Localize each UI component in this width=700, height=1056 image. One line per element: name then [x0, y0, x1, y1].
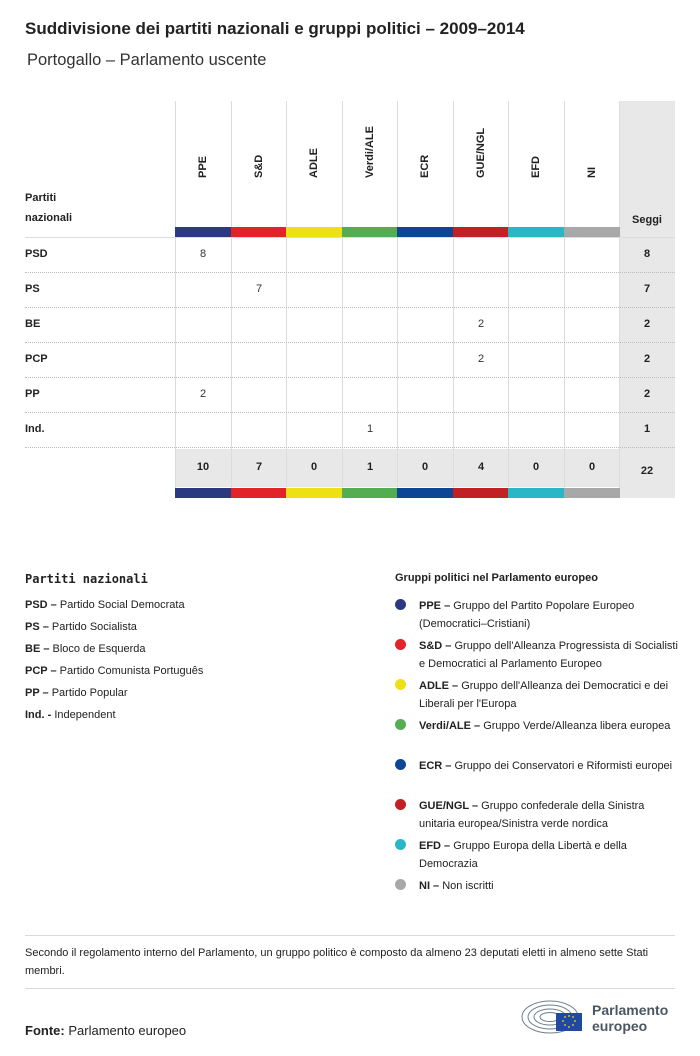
group-name: Non iscritti: [442, 880, 494, 892]
national-parties-legend-title: Partiti nazionali: [25, 572, 148, 586]
party-name: Partido Popular: [51, 687, 128, 699]
group-color-bar: [231, 488, 287, 498]
group-separator: –: [441, 840, 454, 852]
column-total-cell: 0: [310, 461, 318, 473]
group-legend-text: [419, 837, 679, 873]
group-color-bar: [286, 227, 342, 237]
party-separator: –: [47, 665, 60, 677]
group-separator: –: [448, 680, 462, 692]
group-name: Gruppo dell'Alleanza dei Democratici e dei Liberali per l'Europa: [419, 680, 669, 710]
group-color-bar: [453, 227, 509, 237]
group-color-bar: [508, 227, 564, 237]
party-code: PCP: [25, 665, 48, 677]
party-separator: –: [40, 643, 53, 655]
party-separator: –: [39, 687, 52, 699]
group-name: Gruppo dell'Alleanza Progressista di Socialisti e Democratici al Parlamento Europeo: [419, 640, 678, 670]
column-header-sd: [231, 126, 287, 190]
row-divider: [25, 272, 675, 273]
group-legend-text: [419, 717, 679, 735]
group-legend-text: [419, 797, 679, 833]
group-legend-text: [419, 877, 679, 895]
column-header-ecr: [397, 126, 453, 190]
group-color-bar: [286, 488, 342, 498]
column-total-cell: 1: [366, 461, 374, 473]
group-color-bar: [508, 488, 564, 498]
row-total-cell: 8: [643, 248, 651, 260]
party-row-label: BE: [25, 318, 41, 330]
row-divider: [25, 307, 675, 308]
party-legend-item: [25, 709, 116, 721]
party-code: PS: [25, 621, 40, 633]
column-header-verdiale: [342, 126, 398, 190]
column-header-label: PPE: [197, 155, 209, 178]
source-label: Fonte:: [25, 1023, 65, 1038]
row-total-cell: 2: [643, 388, 651, 400]
group-code: GUE/NGL: [419, 800, 469, 812]
party-legend-item: [25, 643, 145, 655]
seat-cell: 1: [366, 423, 374, 435]
column-header-label: S&D: [253, 154, 265, 178]
column-header-label: NI: [586, 167, 598, 178]
row-total-cell: 2: [643, 353, 651, 365]
party-separator: -: [44, 709, 55, 721]
page-subtitle: Portogallo – Parlamento uscente: [27, 51, 267, 69]
party-legend-item: [25, 599, 185, 611]
header-divider: [25, 237, 675, 238]
party-legend-item: [25, 687, 128, 699]
party-separator: –: [47, 599, 60, 611]
group-color-bar: [231, 227, 287, 237]
divider: [25, 935, 675, 936]
group-code: ADLE: [419, 680, 449, 692]
group-color-bar: [175, 227, 231, 237]
party-legend-item: [25, 665, 203, 677]
seat-cell: 2: [477, 353, 485, 365]
divider: [25, 988, 675, 989]
party-legend-item: [25, 621, 137, 633]
page-title: Suddivisione dei partiti nazionali e gruppi politici – 2009–2014: [25, 19, 525, 38]
group-separator: –: [468, 800, 482, 812]
group-legend-text: [419, 637, 679, 673]
row-divider: [25, 447, 675, 448]
row-total-cell: 2: [643, 318, 651, 330]
group-color-bar: [397, 488, 453, 498]
group-color-bar: [342, 488, 398, 498]
hemicycle-icon: [520, 997, 590, 1037]
column-header-label: Verdi/ALE: [364, 126, 376, 178]
group-color-dot: [395, 839, 406, 850]
group-name: Gruppo dei Conservatori e Riformisti europei: [454, 760, 673, 772]
seat-cell: 8: [199, 248, 207, 260]
party-name: Partido Social Democrata: [59, 599, 185, 611]
group-name: Gruppo Verde/Alleanza libera europea: [483, 720, 671, 732]
source-value: Parlamento europeo: [68, 1023, 187, 1038]
party-name: Partido Comunista Português: [59, 665, 204, 677]
row-divider: [25, 377, 675, 378]
party-row-label: PP: [25, 388, 40, 400]
column-header-ni: [564, 126, 620, 190]
group-color-bar: [564, 227, 620, 237]
column-total-cell: 0: [588, 461, 596, 473]
column-header-label: EFD: [530, 156, 542, 178]
group-color-dot: [395, 639, 406, 650]
group-color-dot: [395, 679, 406, 690]
party-name: Independent: [54, 709, 116, 721]
column-header-label: GUE/NGL: [475, 127, 487, 178]
group-code: NI: [419, 880, 430, 892]
group-color-bar: [453, 488, 509, 498]
column-header-label: ECR: [419, 154, 431, 178]
party-column-header: Partiti nazionali: [25, 192, 73, 224]
party-code: PP: [25, 687, 40, 699]
row-divider: [25, 342, 675, 343]
party-row-label: PSD: [25, 248, 48, 260]
column-total-cell: 7: [255, 461, 263, 473]
ep-logo: [520, 997, 680, 1037]
group-separator: –: [441, 600, 454, 612]
seats-column-background: [619, 101, 675, 498]
group-separator: –: [442, 760, 455, 772]
footnote: Secondo il regolamento interno del Parlamento, un gruppo politico è composto da almeno 23 deputati eletti in almeno sette Stati membri.: [25, 947, 649, 977]
row-total-cell: 7: [643, 283, 651, 295]
party-name: Partido Socialista: [51, 621, 137, 633]
group-separator: –: [442, 640, 455, 652]
group-code: ECR: [419, 760, 443, 772]
group-code: S&D: [419, 640, 443, 652]
group-color-dot: [395, 879, 406, 890]
grand-total-cell: 22: [640, 465, 654, 477]
column-header-guengl: [453, 126, 509, 190]
party-row-label: PS: [25, 283, 40, 295]
column-total-cell: 10: [196, 461, 210, 473]
party-code: Ind.: [25, 709, 45, 721]
group-color-dot: [395, 599, 406, 610]
group-legend-text: [419, 597, 679, 633]
party-code: PSD: [25, 599, 48, 611]
seats-column-header: Seggi: [632, 214, 662, 226]
group-name: Gruppo confederale della Sinistra unitaria europea/Sinistra verde nordica: [419, 800, 645, 830]
group-separator: –: [470, 720, 484, 732]
party-row-label: PCP: [25, 353, 48, 365]
group-color-bar: [564, 488, 620, 498]
group-color-dot: [395, 719, 406, 730]
column-header-efd: [508, 126, 564, 190]
party-code: BE: [25, 643, 41, 655]
column-total-cell: 0: [532, 461, 540, 473]
group-color-bar: [175, 488, 231, 498]
party-row-label: Ind.: [25, 423, 45, 435]
group-color-bar: [342, 227, 398, 237]
group-code: Verdi/ALE: [419, 720, 471, 732]
group-legend-text: [419, 677, 679, 713]
party-name: Bloco de Esquerda: [52, 643, 146, 655]
party-separator: –: [39, 621, 52, 633]
column-total-cell: 0: [421, 461, 429, 473]
group-name: Gruppo Europa della Libertà e della Democrazia: [419, 840, 627, 870]
source-line: [25, 1023, 186, 1038]
group-code: EFD: [419, 840, 441, 852]
row-total-cell: 1: [643, 423, 651, 435]
group-code: PPE: [419, 600, 442, 612]
column-header-ppe: [175, 126, 231, 190]
column-header-adle: [286, 126, 342, 190]
group-color-dot: [395, 759, 406, 770]
seat-cell: 2: [199, 388, 207, 400]
groups-legend-title: Gruppi politici nel Parlamento europeo: [395, 572, 598, 584]
logo-text: Parlamento europeo: [592, 1002, 669, 1034]
group-color-dot: [395, 799, 406, 810]
group-color-bar: [397, 227, 453, 237]
column-header-label: ADLE: [308, 148, 320, 178]
seat-cell: 7: [255, 283, 263, 295]
group-name: Gruppo del Partito Popolare Europeo (Democratici–Cristiani): [419, 600, 635, 630]
column-total-cell: 4: [477, 461, 485, 473]
group-legend-text: [419, 757, 679, 775]
group-separator: –: [430, 880, 443, 892]
row-divider: [25, 412, 675, 413]
seat-cell: 2: [477, 318, 485, 330]
